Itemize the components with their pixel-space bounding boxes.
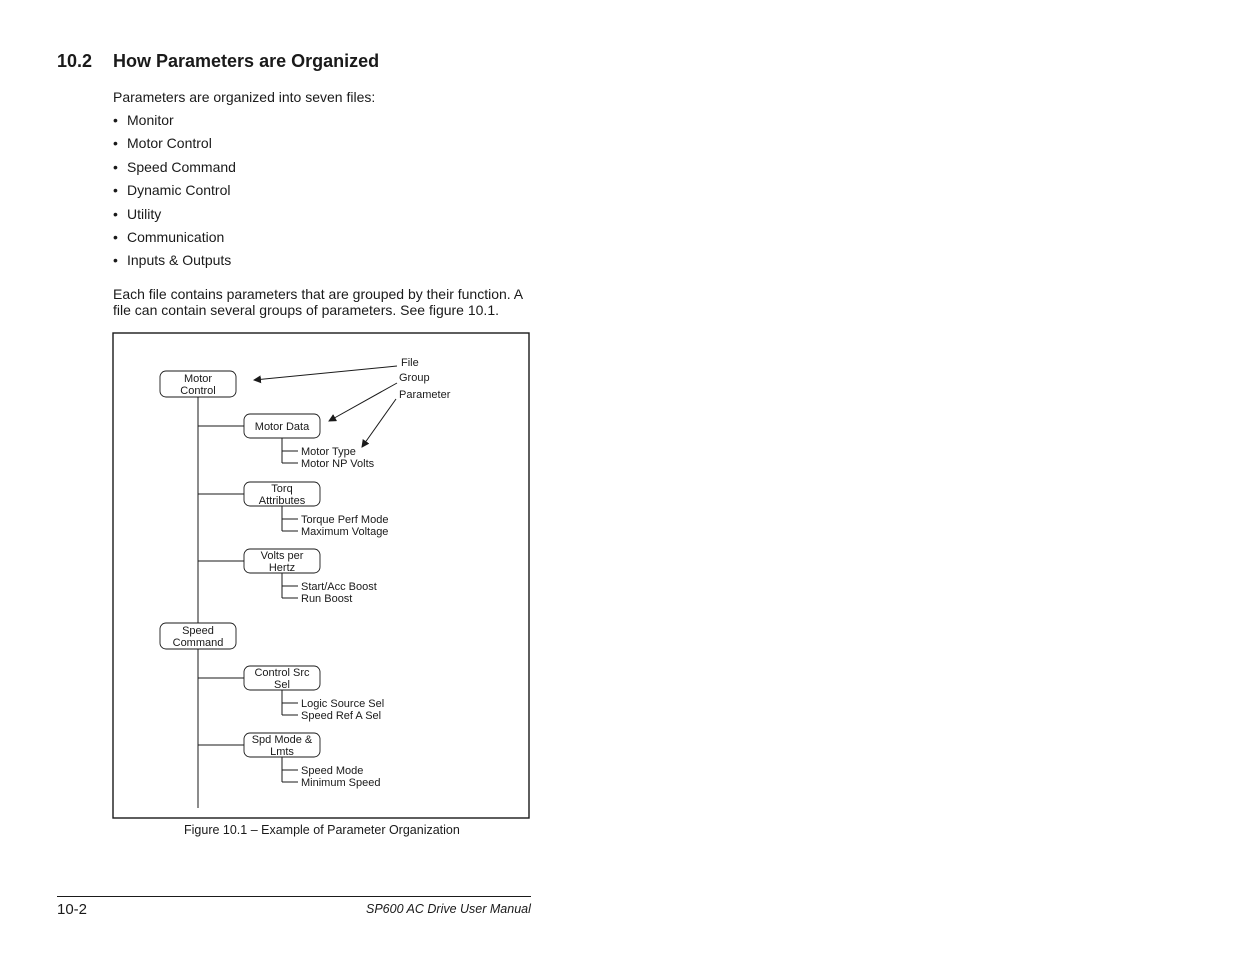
file-node-label: Control	[180, 385, 216, 397]
bullet-icon: •	[113, 205, 118, 222]
list-item: • Motor Control	[113, 135, 212, 152]
bullet-icon: •	[113, 182, 118, 199]
bullet-icon: •	[113, 228, 118, 245]
group-node-label: Control Src	[254, 667, 310, 679]
parameter-label: Run Boost	[301, 593, 353, 605]
group-node-label: Spd Mode &	[251, 734, 313, 746]
file-node-label: Command	[172, 637, 224, 649]
figure-frame	[113, 333, 529, 818]
parameter-organization-figure	[112, 332, 531, 825]
group-node-label: Torq	[271, 483, 293, 495]
parameter-label: Speed Mode	[301, 765, 364, 777]
parameter-label: Speed Ref A Sel	[301, 710, 382, 722]
file-node-label: Motor	[183, 373, 213, 385]
group-node-label: Volts per	[260, 550, 304, 562]
group-node-label: Hertz	[268, 562, 296, 574]
legend-file-label: File	[401, 357, 419, 369]
list-item: • Dynamic Control	[113, 182, 231, 199]
file-node-label: Speed	[182, 625, 214, 637]
intro-paragraph: Parameters are organized into seven files:	[113, 89, 376, 105]
section-number: 10.2	[57, 51, 93, 71]
page-number: 10-2	[57, 901, 88, 918]
list-item: • Speed Command	[113, 158, 236, 175]
body-line-1: Each file contains parameters that are grouped by their function. A	[113, 286, 524, 302]
manual-title: SP600 AC Drive User Manual	[366, 902, 531, 916]
group-node-label: Motor Data	[254, 421, 310, 433]
list-item: • Communication	[113, 228, 225, 245]
list-item: • Inputs & Outputs	[113, 252, 232, 269]
parameter-label: Minimum Speed	[301, 777, 381, 789]
body-line-2: file can contain several groups of parameters. See figure 10.1.	[113, 302, 499, 318]
group-pointer-arrow	[329, 383, 397, 421]
bullet-icon: •	[113, 112, 118, 128]
body-paragraph	[113, 286, 523, 318]
group-node-label: Lmts	[270, 746, 294, 758]
file-pointer-arrow	[254, 366, 397, 380]
parameter-label: Start/Acc Boost	[301, 581, 377, 593]
group-node-label: Attributes	[258, 495, 306, 507]
parameter-label: Torque Perf Mode	[301, 514, 389, 526]
figure-diagram	[112, 332, 531, 820]
parameter-pointer-arrow	[362, 399, 396, 447]
list-item: • Utility	[113, 205, 162, 222]
group-node-label: Sel	[274, 679, 290, 691]
bullet-icon: •	[113, 158, 118, 175]
parameter-label: Logic Source Sel	[301, 698, 385, 710]
section-title: How Parameters are Organized	[113, 51, 380, 71]
footer-rule	[57, 896, 531, 897]
file-list	[113, 112, 236, 276]
legend-parameter-label: Parameter	[399, 389, 451, 401]
figure-caption: Figure 10.1 – Example of Parameter Organization	[184, 823, 460, 837]
parameter-label: Motor Type	[301, 446, 356, 458]
bullet-icon: •	[113, 252, 118, 269]
legend-group-label: Group	[399, 372, 430, 384]
parameter-label: Maximum Voltage	[301, 526, 389, 538]
list-item: • Monitor	[113, 112, 174, 128]
bullet-icon: •	[113, 135, 118, 152]
parameter-label: Motor NP Volts	[301, 458, 375, 470]
parameter-tree	[160, 371, 388, 808]
